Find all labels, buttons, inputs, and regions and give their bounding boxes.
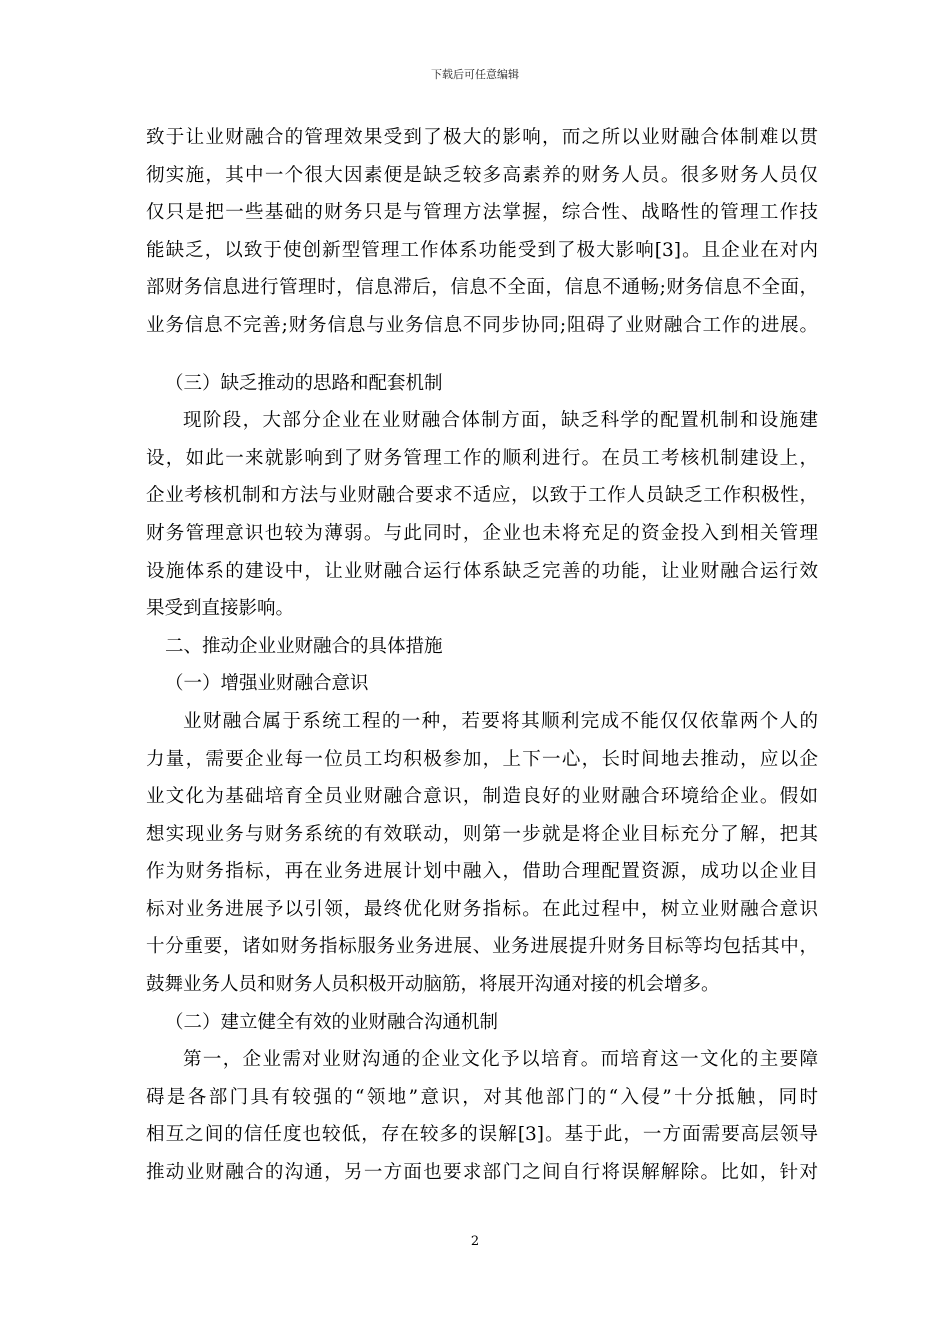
text-line: 能缺乏，以致于使创新型管理工作体系功能受到了极大影响[3]。且企业在对内 bbox=[146, 239, 818, 261]
text-line: 碍是各部门具有较强的“领地”意识，对其他部门的“入侵”十分抵触，同时 bbox=[146, 1086, 818, 1108]
text-line: 相互之间的信任度也较低，存在较多的误解[3]。基于此，一方面需要高层领导 bbox=[146, 1124, 818, 1146]
text-line: 业务信息不完善;财务信息与业务信息不同步协同;阻碍了业财融合工作的进展。 bbox=[146, 314, 818, 336]
text-line: 业财融合属于系统工程的一种，若要将其顺利完成不能仅仅依靠两个人的 bbox=[183, 710, 818, 732]
text-line: 业文化为基础培育全员业财融合意识，制造良好的业财融合环境给企业。假如 bbox=[146, 786, 818, 808]
section-heading: （二）建立健全有效的业财融合沟通机制 bbox=[165, 1011, 499, 1033]
paragraph-gap bbox=[146, 345, 818, 365]
text-line: 果受到直接影响。 bbox=[146, 598, 295, 620]
chapter-heading: 二、推动企业业财融合的具体措施 bbox=[165, 635, 443, 657]
text-line: 第一，企业需对业财沟通的企业文化予以培育。而培育这一文化的主要障 bbox=[183, 1049, 818, 1071]
text-line: 想实现业务与财务系统的有效联动，则第一步就是将企业目标充分了解，把其 bbox=[146, 823, 818, 845]
text-line: 鼓舞业务人员和财务人员积极开动脑筋，将展开沟通对接的机会增多。 bbox=[146, 974, 720, 996]
text-line: 设施体系的建设中，让业财融合运行体系缺乏完善的功能，让业财融合运行效 bbox=[146, 560, 818, 582]
text-line: 标对业务进展予以引领，最终优化财务指标。在此过程中，树立业财融合意识 bbox=[146, 898, 818, 920]
text-line: 彻实施，其中一个很大因素便是缺乏较多高素养的财务人员。很多财务人员仅 bbox=[146, 164, 818, 186]
text-line: 设，如此一来就影响到了财务管理工作的顺利进行。在员工考核机制建设上， bbox=[146, 447, 818, 469]
section-heading: （三）缺乏推动的思路和配套机制 bbox=[165, 372, 443, 394]
page-number: 2 bbox=[470, 1234, 480, 1249]
paragraph bbox=[146, 1041, 818, 1191]
text-line: 作为财务指标，再在业务进展计划中融入，借助合理配置资源，成功以企业目 bbox=[146, 861, 818, 883]
text-line: 致于让业财融合的管理效果受到了极大的影响，而之所以业财融合体制难以贯 bbox=[146, 127, 818, 148]
document-body bbox=[146, 119, 818, 1192]
text-line: 现阶段，大部分企业在业财融合体制方面，缺乏科学的配置机制和设施建 bbox=[183, 410, 818, 432]
text-line: 十分重要，诸如财务指标服务业务进展、业务进展提升财务目标等均包括其中， bbox=[146, 936, 818, 958]
text-line: 仅只是把一些基础的财务只是与管理方法掌握，综合性、战略性的管理工作技 bbox=[146, 202, 818, 224]
text-line: 企业考核机制和方法与业财融合要求不适应，以致于工作人员缺乏工作积极性， bbox=[146, 485, 818, 507]
page-header: 下载后可任意编辑 bbox=[431, 68, 519, 81]
paragraph bbox=[146, 703, 818, 1004]
text-line: 力量，需要企业每一位员工均积极参加，上下一心，长时间地去推动，应以企 bbox=[146, 748, 818, 770]
paragraph bbox=[146, 119, 818, 345]
text-line: 推动业财融合的沟通，另一方面也要求部门之间自行将误解解除。比如，针对 bbox=[146, 1162, 818, 1184]
text-line: 部财务信息进行管理时，信息滞后，信息不全面，信息不通畅;财务信息不全面， bbox=[146, 277, 818, 299]
section-heading: （一）增强业财融合意识 bbox=[165, 673, 369, 695]
paragraph bbox=[146, 402, 818, 628]
text-line: 财务管理意识也较为薄弱。与此同时，企业也未将充足的资金投入到相关管理 bbox=[146, 522, 818, 544]
